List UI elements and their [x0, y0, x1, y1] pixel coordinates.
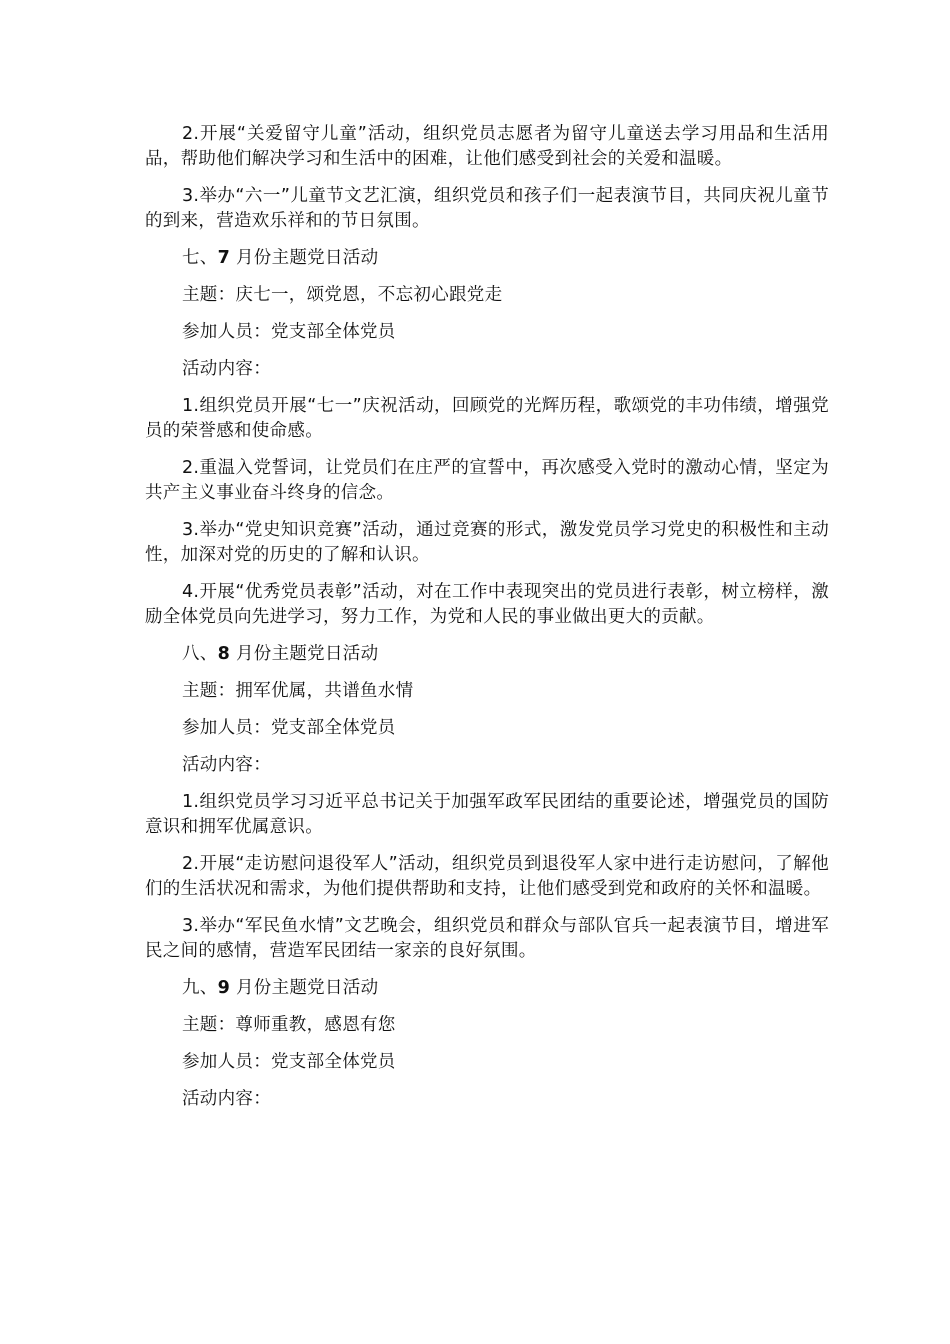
- paragraph-item: 3.举办“六一”儿童节文艺汇演，组织党员和孩子们一起表演节目，共同庆祝儿童节的到来，营造欢乐祥和的节日氛围。: [145, 186, 829, 231]
- section-heading-july: [145, 246, 829, 271]
- participants-line: 参加人员：党支部全体党员: [182, 1052, 396, 1072]
- content-label: 活动内容：: [182, 1089, 271, 1109]
- heading-prefix: 九、: [182, 978, 218, 998]
- heading-suffix: 月份主题党日活动: [235, 644, 379, 664]
- heading-month: 7: [217, 248, 231, 268]
- participants-line: 参加人员：党支部全体党员: [182, 718, 396, 738]
- heading-month: 8: [217, 644, 231, 664]
- paragraph-item: 1.组织党员开展“七一”庆祝活动，回顾党的光辉历程，歌颂党的丰功伟绩，增强党员的荣誉感和使命感。: [145, 396, 829, 441]
- paragraph-item: 2.开展“关爱留守儿童”活动，组织党员志愿者为留守儿童送去学习用品和生活用品，帮助他们解决学习和生活中的困难，让他们感受到社会的关爱和温暖。: [145, 124, 829, 169]
- content-label: 活动内容：: [182, 755, 271, 775]
- paragraph-item: 3.举办“军民鱼水情”文艺晚会，组织党员和群众与部队官兵一起表演节目，增进军民之间的感情，营造军民团结一家亲的良好氛围。: [145, 916, 829, 961]
- paragraph-item: 1.组织党员学习习近平总书记关于加强军政军民团结的重要论述，增强党员的国防意识和拥军优属意识。: [145, 792, 829, 837]
- theme-line: 主题：尊师重教，感恩有您: [182, 1015, 396, 1035]
- participants-line: 参加人员：党支部全体党员: [182, 322, 396, 342]
- heading-suffix: 月份主题党日活动: [235, 248, 379, 268]
- heading-suffix: 月份主题党日活动: [235, 978, 379, 998]
- heading-month: 9: [217, 978, 231, 998]
- content-label: 活动内容：: [182, 359, 271, 379]
- theme-line: 主题：庆七一，颂党恩，不忘初心跟党走: [182, 285, 503, 305]
- document-page: [145, 122, 829, 1124]
- section-heading-september: [145, 976, 829, 1001]
- theme-line: 主题：拥军优属，共谱鱼水情: [182, 681, 414, 701]
- section-heading-august: [145, 642, 829, 667]
- heading-prefix: 八、: [182, 644, 218, 664]
- heading-prefix: 七、: [182, 248, 218, 268]
- paragraph-item: 2.重温入党誓词，让党员们在庄严的宣誓中，再次感受入党时的激动心情，坚定为共产主义事业奋斗终身的信念。: [145, 458, 829, 503]
- paragraph-item: 2.开展“走访慰问退役军人”活动，组织党员到退役军人家中进行走访慰问，了解他们的生活状况和需求，为他们提供帮助和支持，让他们感受到党和政府的关怀和温暖。: [145, 854, 829, 899]
- paragraph-item: 4.开展“优秀党员表彰”活动，对在工作中表现突出的党员进行表彰，树立榜样，激励全体党员向先进学习，努力工作，为党和人民的事业做出更大的贡献。: [145, 582, 829, 627]
- paragraph-item: 3.举办“党史知识竞赛”活动，通过竞赛的形式，激发党员学习党史的积极性和主动性，加深对党的历史的了解和认识。: [145, 520, 829, 565]
